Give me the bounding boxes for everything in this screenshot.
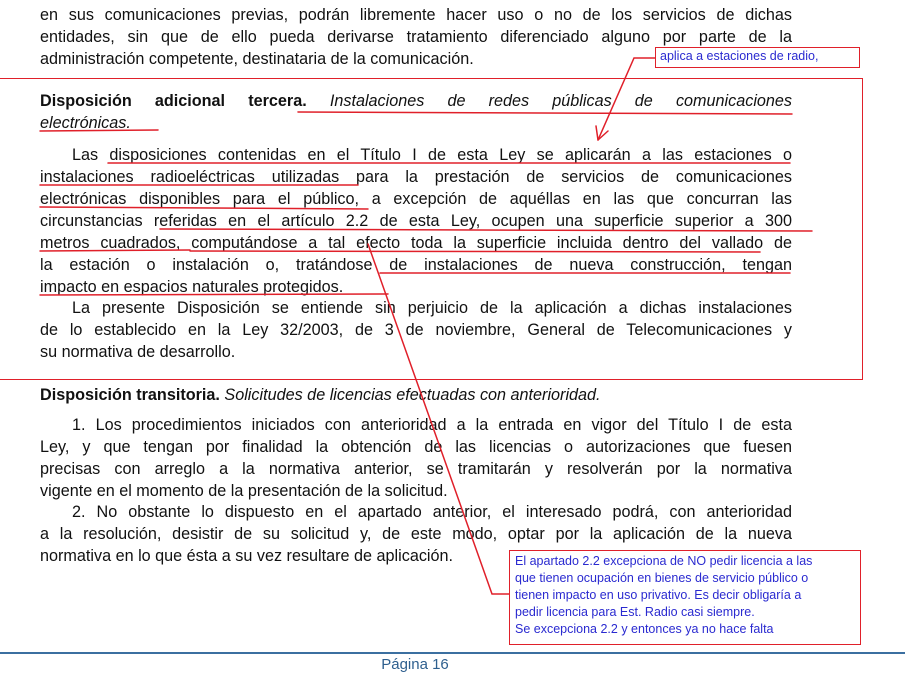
para1-line-6: la estación o instalación o, tratándose de instalaciones de nueva construcción, tengan	[40, 256, 792, 274]
intro-line-2: entidades, sin que de ello pueda derivarse tratamiento diferenciado alguno por parte de la	[40, 28, 792, 46]
para1-line-1: Las disposiciones contenidas en el Título I de esta Ley se aplicarán a las estaciones o	[72, 146, 792, 164]
underline-impacto	[40, 294, 388, 295]
heading-italic-2: electrónicas.	[40, 114, 131, 132]
note-bottom-line-2: que tienen ocupación en bienes de servicio público o	[515, 571, 809, 585]
intro-line-3: administración competente, destinataria de la comunicación.	[40, 50, 474, 68]
note-bottom-line-5: Se excepciona 2.2 y entonces ya no hace falta	[515, 622, 774, 636]
item1-line-3: precisas con arreglo a la normativa anterior, se tramitarán y resolverán por la normativa	[40, 460, 792, 478]
para2-line-1: La presente Disposición se entiende sin perjuicio de la aplicación a dichas instalaciones	[72, 299, 792, 317]
page-number: Página 16	[381, 656, 449, 673]
underline-electronicas	[40, 130, 158, 131]
intro-line-1: en sus comunicaciones previas, podrán libremente hacer uso o no de los servicios de dichas	[40, 6, 792, 24]
para1-line-5: metros cuadrados, computándose a tal efecto toda la superficie incluida dentro del vallado de	[40, 234, 792, 252]
underline-metros	[40, 250, 190, 251]
para2-line-3: su normativa de desarrollo.	[40, 343, 236, 361]
underline-publico	[40, 207, 368, 209]
footer-rule	[0, 652, 905, 654]
underline-computandose	[190, 251, 760, 252]
item1-line-2: Ley, y que tengan por finalidad la obtención de las licencias o autorizaciones que fuesen	[40, 438, 792, 456]
note-top-text: aplica a estaciones de radio,	[660, 49, 819, 63]
item2-line-2: a la resolución, desistir de su solicitud y, de este modo, optar por la aplicación de la nueva	[40, 525, 792, 543]
note-bottom-line-4: pedir licencia para Est. Radio casi siempre.	[515, 605, 755, 619]
note-bottom-line-1: El apartado 2.2 excepciona de NO pedir licencia a las	[515, 554, 813, 568]
para1-line-3: electrónicas disponibles para el público, a excepción de aquéllas en las que concurran las	[40, 190, 792, 208]
note-bottom-line-3: tienen impacto en uso privativo. Es decir obligaría a	[515, 588, 802, 602]
transitoria-italic: Solicitudes de licencias efectuadas con anterioridad.	[224, 386, 601, 404]
para1-line-7: impacto en espacios naturales protegidos.	[40, 278, 344, 296]
item2-line-3: normativa en lo que ésta a su vez resultare de aplicación.	[40, 547, 454, 565]
para2-line-2: de lo establecido en la Ley 32/2003, de 3 de noviembre, General de Telecomunicaciones y	[40, 321, 792, 339]
item1-line-4: vigente en el momento de la presentación de la solicitud.	[40, 482, 448, 500]
arrow-line	[598, 58, 655, 140]
item2-line-1: 2. No obstante lo dispuesto en el apartado anterior, el interesado podrá, con anterioridad	[72, 503, 792, 521]
heading-italic: Instalaciones de redes públicas de comunicaciones	[329, 92, 793, 110]
item1-line-1: 1. Los procedimientos iniciados con anterioridad a la entrada en vigor del Título I de esta	[72, 416, 792, 434]
para1-line-4: circunstancias referidas en el artículo 2.2 de esta Ley, ocupen una superficie superior a 300	[40, 212, 792, 230]
arrow-head	[596, 126, 608, 140]
para1-line-2: instalaciones radioeléctricas utilizadas para la prestación de servicios de comunicaciones	[40, 168, 792, 186]
connector-line	[368, 244, 509, 594]
transitoria-bold: Disposición transitoria.	[40, 386, 220, 404]
underline-heading	[298, 112, 792, 114]
underline-articulo	[160, 229, 812, 231]
heading-bold: Disposición adicional tercera.	[40, 92, 307, 110]
